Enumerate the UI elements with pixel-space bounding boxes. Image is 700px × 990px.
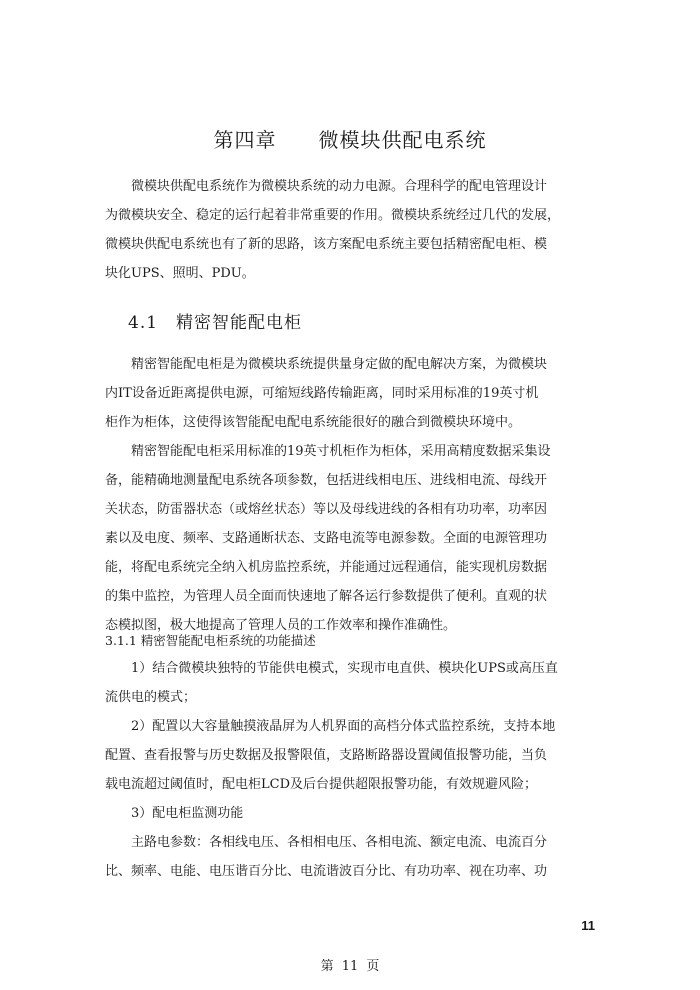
- list-item: 流供电的模式；: [105, 690, 197, 705]
- subsection-heading: 3.1.1 精密智能配电柜系统的功能描述: [105, 633, 316, 648]
- list-item: 1）结合微模块独特的节能供电模式，实现市电直供、模块化UPS或高压直: [105, 661, 558, 676]
- page-footer: 第 11 页: [320, 959, 380, 974]
- list-item: 主路电参数：各相线电压、各相相电压、各相电流、额定电流、电流百分: [105, 835, 548, 850]
- paragraph-line: 素以及电度、频率、支路通断状态、支路电流等电源参数。全面的电源管理功: [105, 531, 548, 546]
- chapter-title: 第四章 微模块供配电系统: [213, 128, 487, 152]
- paragraph-line: 能，将配电系统完全纳入机房监控系统，并能通过远程通信，能实现机房数据: [105, 560, 548, 575]
- section-heading: 4.1 精密智能配电柜: [128, 313, 303, 333]
- list-item: 3）配电柜监测功能: [105, 806, 244, 821]
- intro-line: 微模块供配电系统也有了新的思路，该方案配电系统主要包括精密配电柜、模: [105, 237, 548, 252]
- paragraph-line: 柜作为柜体，这使得该智能配电配电系统能很好的融合到微模块环境中。: [105, 415, 522, 430]
- list-item: 比、频率、电能、电压谐百分比、电流谐波百分比、有功功率、视在功率、功: [105, 864, 548, 879]
- paragraph-line: 的集中监控，为管理人员全面而快速地了解各运行参数提供了便利。直观的状: [105, 589, 548, 604]
- intro-line: 为微模块安全、稳定的运行起着非常重要的作用。微模块系统经过几代的发展，: [105, 208, 561, 223]
- list-item: 2）配置以大容量触摸液晶屏为人机界面的高档分体式监控系统，支持本地: [105, 719, 556, 734]
- list-item: 载电流超过阈值时，配电柜LCD及后台提供超限报警功能，有效规避风险；: [105, 777, 538, 792]
- paragraph-line: 关状态，防雷器状态（或熔丝状态）等以及母线进线的各相有功功率，功率因: [105, 502, 548, 517]
- paragraph-line: 态模拟图，极大地提高了管理人员的工作效率和操作准确性。: [105, 618, 457, 633]
- intro-line: 微模块供配电系统作为微模块系统的动力电源。合理科学的配电管理设计: [105, 179, 548, 194]
- paragraph-line: 备，能精确地测量配电系统各项参数，包括进线相电压、进线相电流、母线开: [105, 473, 548, 488]
- paragraph-line: 精密智能配电柜是为微模块系统提供量身定做的配电解决方案，为微模块: [105, 357, 548, 372]
- intro-line: 块化UPS、照明、PDU。: [105, 266, 255, 281]
- list-item: 配置、查看报警与历史数据及报警限值，支路断路器设置阈值报警功能，当负: [105, 748, 548, 763]
- paragraph-line: 精密智能配电柜采用标准的19英寸机柜作为柜体，采用高精度数据采集设: [105, 444, 551, 459]
- page-number: 11: [581, 918, 595, 933]
- paragraph-line: 内IT设备近距离提供电源，可缩短线路传输距离，同时采用标准的19英寸机: [105, 386, 539, 401]
